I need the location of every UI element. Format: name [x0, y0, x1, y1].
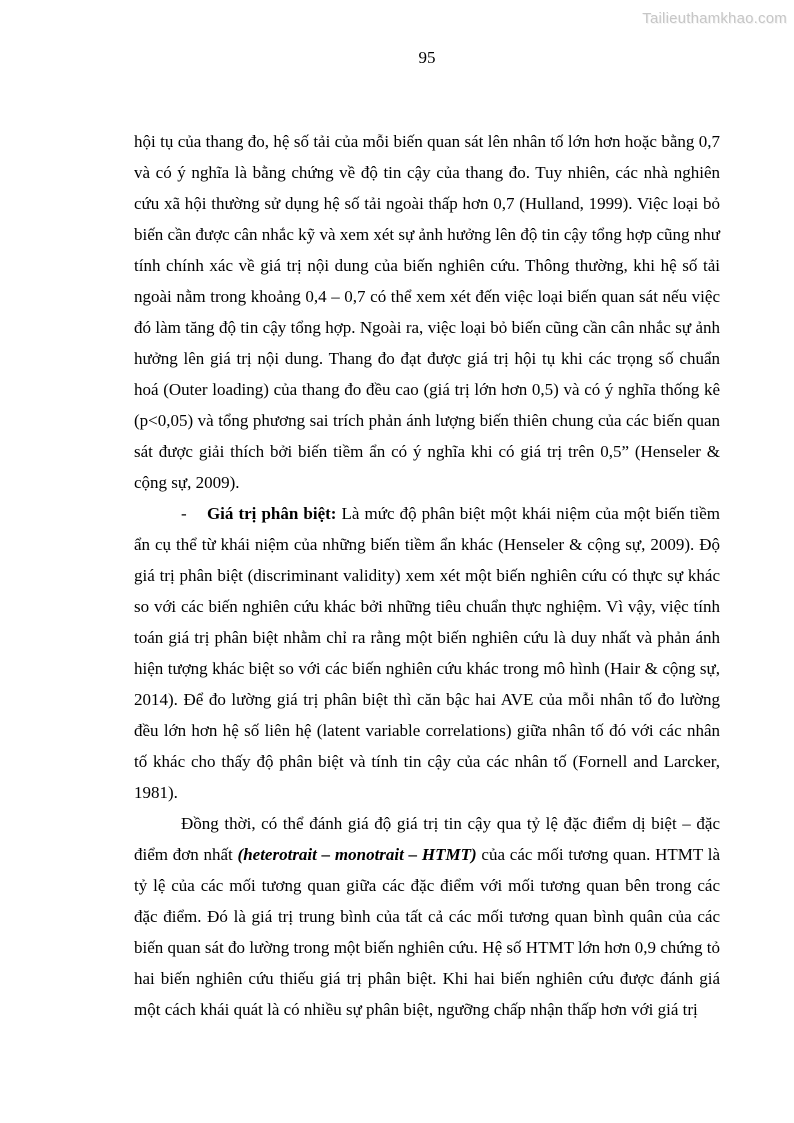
paragraph-text: Là mức độ phân biệt một khái niệm của một biến tiềm ẩn cụ thể từ khái niệm của những biến tiềm ẩn khác (Henseler & cộng sự, 2009). Độ giá trị phân biệt (discriminant validity) xem xét một biến nghiên cứu có thực sự khác so với các biến nghiên cứu khác bởi những tiêu chuẩn thực nghiệm. Vì vậy, việc tính toán giá trị phân biệt nhằm chỉ ra rằng một biến nghiên cứu là duy nhất và phản ánh hiện tượng khác biệt so với các biến nghiên cứu khác trong mô hình (Hair & cộng sự, 2014). Để đo lường giá trị phân biệt thì căn bậc hai AVE của mỗi nhân tố đo lường đều lớn hơn hệ số liên hệ (latent variable correlations) giữa nhân tố đó với các nhân tố khác cho thấy độ phân biệt và tính tin cậy của các nhân tố (Fornell and Larcker, 1981).	[134, 504, 720, 802]
body-paragraph-3	[134, 808, 720, 1025]
page-body	[134, 126, 720, 1025]
page-number: 95	[418, 48, 436, 67]
body-paragraph-2	[134, 498, 720, 808]
watermark-text: Tailieuthamkhao.com	[642, 10, 787, 27]
paragraph-bold-italic-term: (heterotrait – monotrait – HTMT)	[237, 845, 477, 864]
paragraph-text: của các mối tương quan. HTMT là tỷ lệ của các mối tương quan giữa các đặc điểm với mối tương quan bên trong các đặc điểm. Đó là giá trị trung bình của tất cả các mối tương quan bình quân của các biến quan sát đo lường trong một biến nghiên cứu. Hệ số HTMT lớn hơn 0,9 chứng tỏ hai biến nghiên cứu thiếu giá trị phân biệt. Khi hai biến nghiên cứu được đánh giá một cách khái quát là có nhiều sự phân biệt, ngưỡng chấp nhận thấp hơn với giá trị	[134, 845, 721, 1019]
paragraph-bold-lead: Giá trị phân biệt:	[206, 504, 337, 523]
paragraph-text: Đồng thời, có thể đánh giá độ giá trị tin cậy qua tỷ lệ đặc điểm dị biệt – đặc điểm đơn nhất	[134, 814, 720, 864]
paragraph-text: hội tụ của thang đo, hệ số tải của mỗi biến quan sát lên nhân tố lớn hơn hoặc bằng 0,7 và có ý nghĩa là bằng chứng về độ tin cậy của thang đo. Tuy nhiên, các nhà nghiên cứu xã hội thường sử dụng hệ số tải ngoài thấp hơn 0,7 (Hulland, 1999). Việc loại bỏ biến cần được cân nhắc kỹ và xem xét sự ảnh hưởng lên độ tin cậy tổng hợp cũng như tính chính xác về giá trị nội dung của biến nghiên cứu. Thông thường, khi hệ số tải ngoài nằm trong khoảng 0,4 – 0,7 có thể xem xét đến việc loại biến quan sát nếu việc đó làm tăng độ tin cậy tổng hợp. Ngoài ra, việc loại bỏ biến cũng cần cân nhắc sự ảnh hưởng lên giá trị nội dung. Thang đo đạt được giá trị hội tụ khi các trọng số chuẩn hoá (Outer loading) của thang đo đều cao (giá trị lớn hơn 0,5) và có ý nghĩa thống kê (p<0,05) và tổng phương sai trích phản ánh lượng biến thiên chung của các biến quan sát được giải thích bởi biến tiềm ẩn có ý nghĩa khi có giá trị trên 0,5” (Henseler & cộng sự, 2009).	[134, 132, 720, 492]
body-paragraph-1	[134, 126, 720, 498]
list-dash: -	[181, 504, 207, 523]
